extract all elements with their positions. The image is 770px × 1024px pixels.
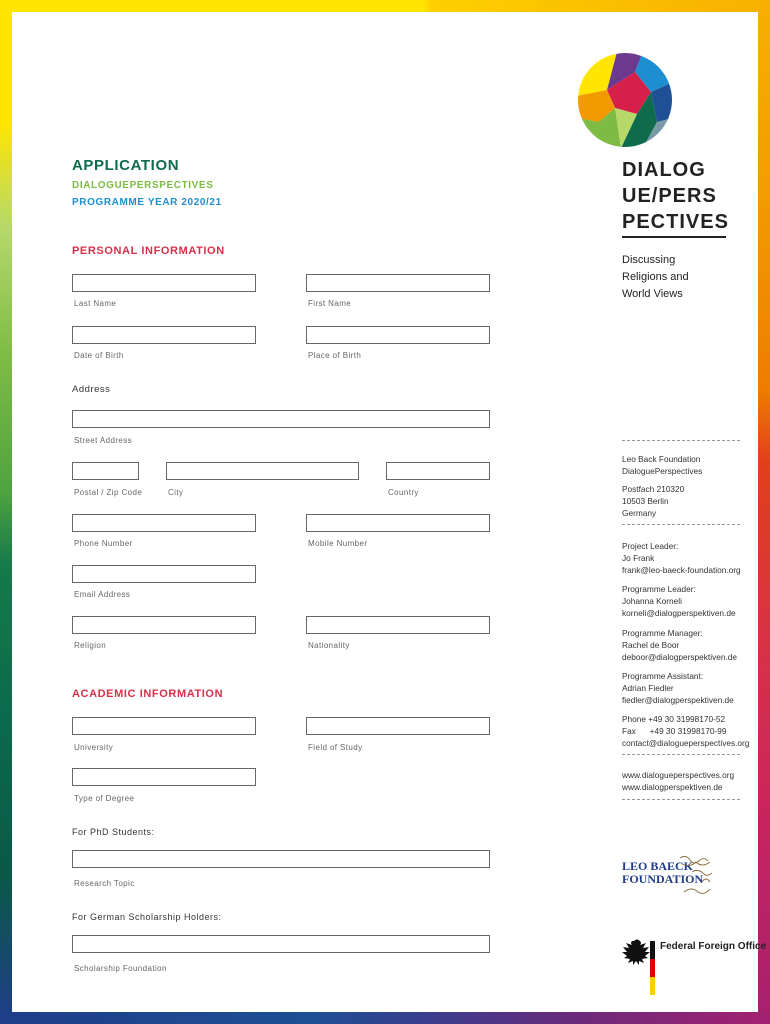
programme-manager-email[interactable]: deboor@dialogperspektiven.de xyxy=(622,652,737,662)
research-topic-field[interactable] xyxy=(72,850,490,868)
last-name-label: Last Name xyxy=(74,299,117,308)
page-title: APPLICATION xyxy=(72,157,180,174)
brand-line-3: PECTIVES xyxy=(622,211,729,233)
website-link-1[interactable]: www.dialogueperspectives.org xyxy=(622,770,735,780)
programme-assistant-title: Programme Assistant: xyxy=(622,671,704,681)
research-topic-label: Research Topic xyxy=(74,879,135,888)
university-field[interactable] xyxy=(72,717,256,735)
contact-fax: Fax +49 30 31998170-99 xyxy=(622,726,727,736)
contact-email[interactable]: contact@dialogueperspectives.org xyxy=(622,738,750,748)
project-leader-email[interactable]: frank@leo-baeck-foundation.org xyxy=(622,565,741,575)
field-of-study-label: Field of Study xyxy=(308,743,363,752)
dialogue-perspectives-circle-logo xyxy=(577,52,673,148)
frame-top-border xyxy=(0,0,770,12)
first-name-label: First Name xyxy=(308,299,352,308)
programme-leader-title: Programme Leader: xyxy=(622,584,696,594)
divider xyxy=(622,754,740,755)
first-name-field[interactable] xyxy=(306,274,490,292)
divider xyxy=(622,799,740,800)
frame-bottom-border xyxy=(0,1012,770,1024)
federal-foreign-office-label: Federal Foreign Office xyxy=(660,941,767,952)
programme-year: PROGRAMME YEAR 2020/21 xyxy=(72,197,222,208)
religion-label: Religion xyxy=(74,641,107,650)
university-label: University xyxy=(74,743,114,752)
city-field[interactable] xyxy=(166,462,359,480)
brand-tagline xyxy=(622,252,689,303)
brand-wordmark xyxy=(622,157,729,235)
place-of-birth-label: Place of Birth xyxy=(308,351,362,360)
email-address-field[interactable] xyxy=(72,565,256,583)
leo-baeck-foundation-logo xyxy=(622,852,732,897)
programme-assistant-name: Adrian Fiedler xyxy=(622,683,674,693)
place-of-birth-field[interactable] xyxy=(306,326,490,344)
contact-phone: Phone +49 30 31998170-52 xyxy=(622,714,726,724)
postal-address-line-3: Germany xyxy=(622,508,657,518)
leo-baeck-line-1: LEO BAECK xyxy=(622,859,694,873)
country-label: Country xyxy=(388,488,419,497)
programme-manager-title: Programme Manager: xyxy=(622,628,703,638)
project-leader-title: Project Leader: xyxy=(622,541,679,551)
programme-leader-name: Johanna Korneli xyxy=(622,596,682,606)
postal-code-label: Postal / Zip Code xyxy=(74,488,143,497)
tagline-line-3: World Views xyxy=(622,288,683,300)
street-address-field[interactable] xyxy=(72,410,490,428)
application-form-page xyxy=(12,12,767,1012)
website-link-2[interactable]: www.dialogperspektiven.de xyxy=(622,782,723,792)
postal-address-line-1: Postfach 210320 xyxy=(622,484,685,494)
brand-line-1: DIALOG xyxy=(622,159,706,181)
email-address-label: Email Address xyxy=(74,590,131,599)
brand-line-2: UE/PERS xyxy=(622,185,717,207)
scholarship-foundation-label: Scholarship Foundation xyxy=(74,964,167,973)
programme-name: DIALOGUEPERSPECTIVES xyxy=(72,180,214,191)
mobile-number-label: Mobile Number xyxy=(308,539,368,548)
nationality-field[interactable] xyxy=(306,616,490,634)
type-of-degree-field[interactable] xyxy=(72,768,256,786)
phd-students-heading: For PhD Students: xyxy=(72,827,155,837)
street-address-label: Street Address xyxy=(74,436,133,445)
programme-manager-name: Rachel de Boor xyxy=(622,640,680,650)
postal-code-field[interactable] xyxy=(72,462,139,480)
scholarship-foundation-field[interactable] xyxy=(72,935,490,953)
frame-left-border xyxy=(0,0,12,1024)
divider xyxy=(622,524,740,525)
divider xyxy=(622,440,740,441)
tagline-line-1: Discussing xyxy=(622,254,676,266)
phone-number-label: Phone Number xyxy=(74,539,133,548)
field-of-study-field[interactable] xyxy=(306,717,490,735)
mobile-number-field[interactable] xyxy=(306,514,490,532)
type-of-degree-label: Type of Degree xyxy=(74,794,135,803)
tagline-line-2: Religions and xyxy=(622,271,689,283)
religion-field[interactable] xyxy=(72,616,256,634)
address-heading: Address xyxy=(72,384,111,395)
frame-right-border xyxy=(758,0,770,1024)
city-label: City xyxy=(168,488,184,497)
org-name: Leo Back Foundation xyxy=(622,454,701,464)
phone-number-field[interactable] xyxy=(72,514,256,532)
personal-info-heading: PERSONAL INFORMATION xyxy=(72,245,225,257)
country-field[interactable] xyxy=(386,462,490,480)
date-of-birth-field[interactable] xyxy=(72,326,256,344)
brand-divider xyxy=(622,236,726,238)
postal-address-line-2: 10503 Berlin xyxy=(622,496,669,506)
programme-assistant-email[interactable]: fiedler@dialogperspektiven.de xyxy=(622,695,734,705)
scholarship-holders-heading: For German Scholarship Holders: xyxy=(72,912,222,922)
org-programme: DialoguePerspectives xyxy=(622,466,703,476)
federal-eagle-icon xyxy=(622,937,656,997)
leo-baeck-line-2: FOUNDATION xyxy=(622,872,704,886)
nationality-label: Nationality xyxy=(308,641,350,650)
date-of-birth-label: Date of Birth xyxy=(74,351,124,360)
programme-leader-email[interactable]: korneli@dialogperspektiven.de xyxy=(622,608,736,618)
project-leader-name: Jo Frank xyxy=(622,553,655,563)
last-name-field[interactable] xyxy=(72,274,256,292)
academic-info-heading: ACADEMIC INFORMATION xyxy=(72,688,224,700)
